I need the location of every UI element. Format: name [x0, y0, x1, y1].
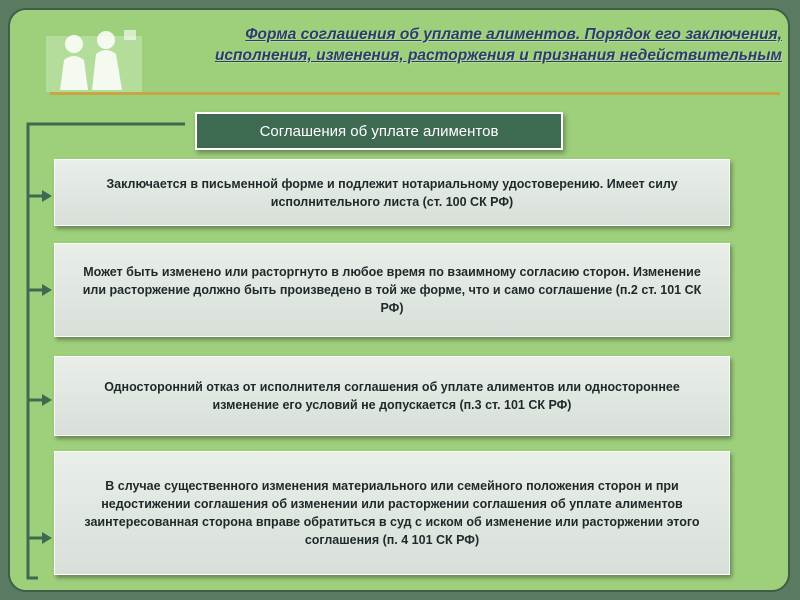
arrow-head-icon — [42, 284, 52, 296]
slide — [8, 8, 790, 592]
info-card-2: Может быть изменено или расторгнуто в любое время по взаимному согласию сторон. Изменение или расторжение должно быть произведено в той же форме, что и само соглашение (п.2 ст. 101 СК РФ) — [54, 243, 730, 337]
arrow-head-icon — [42, 394, 52, 406]
arrow-head-icon — [42, 532, 52, 544]
info-card-3: Односторонний отказ от исполнителя соглашения об уплате алиментов или одностороннее изменение его условий не допускается (п.3 ст. 101 СК РФ) — [54, 356, 730, 436]
header-box: Соглашения об уплате алиментов — [195, 112, 563, 150]
page-title: Форма соглашения об уплате алиментов. Порядок его заключения, исполнения, изменения, расторжения и признания недействительным — [214, 26, 782, 64]
arrow-head-icon — [42, 190, 52, 202]
info-card-1: Заключается в письменной форме и подлежит нотариальному удостоверению. Имеет силу исполнительного листа (ст. 100 СК РФ) — [54, 159, 730, 226]
info-card-4: В случае существенного изменения материального или семейного положения сторон и при недостижении соглашения об изменении или расторжении соглашения об уплате алиментов заинтересованная сторона вправе обратиться в суд с иском об изменение или расторжении этого соглашения (п. 4 101 СК РФ) — [54, 451, 730, 575]
